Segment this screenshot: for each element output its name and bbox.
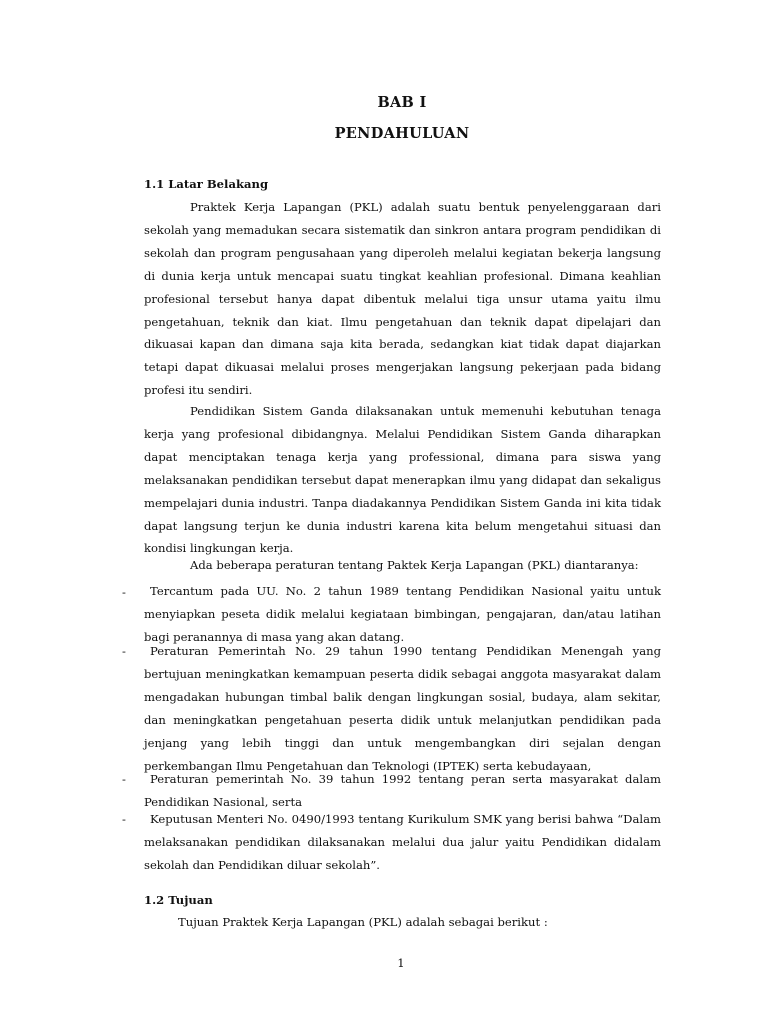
page-number: 1 [397,956,405,970]
list-item: Keputusan Menteri No. 0490/1993 tentang Kurikulum SMK yang berisi bahwa “Dalam melaksanakan pendidikan dilaksanakan melalui dua jalur yaitu Pendidikan didalam sekolah dan Pendidikan diluar sekolah”. [144,812,661,872]
section-heading-tujuan: 1.2 Tujuan [144,893,213,907]
bullet-marker: - [122,772,126,786]
list-item: Peraturan Pemerintah No. 29 tahun 1990 tentang Pendidikan Menengah yang bertujuan meningkatkan kemampuan peserta didik sebagai anggota masyarakat dalam mengadakan hubungan timbal balik dengan lingkungan sosial, budaya, alam sekitar, dan meningkatkan pengetahuan peserta didik untuk melanjutkan pendidikan pada jenjang yang lebih tinggi dan untuk mengembangkan diri sejalan dengan perkembangan Ilmu Pengetahuan dan Teknologi (IPTEK) serta kebudayaan, [144,644,661,773]
list-item: Peraturan pemerintah No. 39 tahun 1992 tentang peran serta masyarakat dalam Pendidikan Nasional, serta [144,772,661,809]
chapter-number: BAB I [377,94,427,111]
paragraph-text: Praktek Kerja Lapangan (PKL) adalah suatu bentuk penyelenggaraan dari sekolah yang memadukan secara sistematik dan sinkron antara program pendidikan di sekolah dan program pengusahaan yang diperoleh melalui kegiatan bekerja langsung di dunia kerja untuk mencapai suatu tingkat keahlian profesional. Dimana keahlian profesional tersebut hanya dapat dibentuk melalui tiga unsur utama yaitu ilmu pengetahuan, teknik dan kiat. Ilmu pengetahuan dan teknik dapat dipelajari dan dikuasai kapan dan dimana saja kita berada, sedangkan kiat tidak dapat diajarkan tetapi dapat dikuasai melalui proses mengerjakan langsung pekerjaan pada bidang profesi itu sendiri. [144,200,661,398]
paragraph-text: Pendidikan Sistem Ganda dilaksanakan untuk memenuhi kebutuhan tenaga kerja yang profesional dibidangnya. Melalui Pendidikan Sistem Ganda diharapkan dapat menciptakan tenaga kerja yang professional, dimana para siswa yang melaksanakan pendidikan tersebut dapat menerapkan ilmu yang didapat dan sekaligus mempelajari dunia industri. Tanpa diadakannya Pendidikan Sistem Ganda ini kita tidak dapat langsung terjun ke dunia industri karena kita belum mengetahui situasi dan kondisi lingkungan kerja. [144,404,661,556]
list-item: Tercantum pada UU. No. 2 tahun 1989 tentang Pendidikan Nasional yaitu untuk menyiapkan peseta didik melalui kegiataan bimbingan, pengajaran, dan/atau latihan bagi peranannya di masa yang akan datang. [144,584,661,644]
paragraph-pkl-definition [144,196,661,402]
section-heading-latar-belakang: 1.1 Latar Belakang [144,177,269,191]
paragraph-tujuan-intro: Tujuan Praktek Kerja Lapangan (PKL) adalah sebagai berikut : [178,915,548,929]
paragraph-peraturan-intro: Ada beberapa peraturan tentang Paktek Kerja Lapangan (PKL) diantaranya: [190,558,639,572]
bullet-marker: - [122,812,126,826]
chapter-title: PENDAHULUAN [334,125,470,142]
bullet-marker: - [122,644,126,658]
paragraph-sistem-ganda [144,400,661,560]
bullet-marker: - [122,585,126,599]
